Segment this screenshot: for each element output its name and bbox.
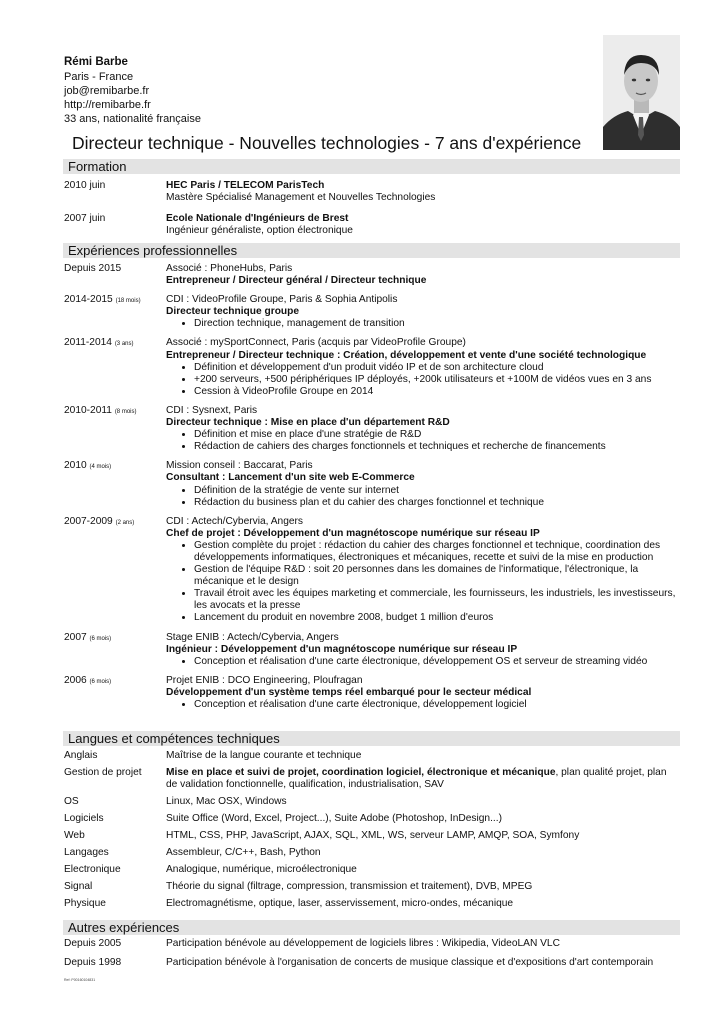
skill-label: Langages [64, 847, 109, 858]
bullet-list [166, 485, 680, 509]
entry-date [64, 516, 162, 529]
entry-body [166, 632, 680, 668]
entry-date: 2007 juin [64, 213, 106, 225]
organization: CDI : Actech/Cybervia, Angers [166, 515, 304, 527]
profile-photo [603, 35, 680, 150]
bullet-item: • Gestion complète du projet : rédaction du cahier des charges fonctionnel et technique, coordination des développements informatiques, électroniques et mécaniques, recette et suivi de la mise en production [194, 540, 680, 564]
experience-entry [63, 516, 680, 625]
skill-text: HTML, CSS, PHP, JavaScript, AJAX, SQL, XML, WS, serveur LAMP, AMQP, SOA, Symfony [166, 830, 580, 841]
experience-entry [63, 460, 680, 508]
bullet-item: • Définition et développement d'un produit vidéo IP et de son architecture cloud [194, 362, 680, 374]
other-row [63, 957, 680, 969]
bullet-list [166, 362, 680, 398]
skill-label: Signal [64, 881, 93, 892]
other-value: Participation bénévole au développement de logiciels libres : Wikipedia, VideoLAN VLC [166, 938, 560, 949]
bullet-item: • +200 serveurs, +500 périphériques IP déployés, +200k utilisateurs et +100M de vidéos vues en 3 ans [194, 374, 680, 386]
entry-date [64, 263, 162, 275]
formation-list [63, 180, 680, 237]
role: Ingénieur : Développement d'un magnétoscope numérique sur réseau IP [166, 643, 518, 655]
skill-value [166, 898, 680, 910]
skill-row [63, 750, 680, 762]
entry-body [166, 180, 680, 204]
skill-value [166, 750, 680, 762]
skills-section [63, 731, 680, 915]
bullet-item: • Travail étroit avec les équipes marketing et commerciale, les fournisseurs, les industriels, les investisseurs, les avocats et la presse [194, 588, 680, 612]
bullet-list [166, 318, 680, 330]
organization: Mission conseil : Baccarat, Paris [166, 460, 313, 472]
skill-strong: Mise en place et suivi de projet, coordination logiciel, électronique et mécanique [166, 767, 556, 778]
role: Consultant : Lancement d'un site web E-Commerce [166, 472, 415, 484]
experience-entry [63, 337, 680, 397]
skill-row [63, 767, 680, 791]
date-text: 2010-2011 [64, 404, 112, 416]
entry-date [64, 294, 162, 307]
section-title-skills: Langues et compétences techniques [63, 731, 680, 746]
website: http://remibarbe.fr [64, 99, 151, 111]
skill-label: Electronique [64, 864, 121, 875]
date-text: 2006 [64, 674, 87, 686]
role: Développement d'un système temps réel embarqué pour le secteur médical [166, 686, 532, 698]
other-value: Participation bénévole à l'organisation de concerts de musique classique et d'expositions d'art contemporain [166, 957, 654, 968]
skill-row [63, 847, 680, 859]
entry-date [64, 460, 162, 473]
duration: (4 mois) [89, 464, 112, 471]
date-text: Depuis 2015 [64, 263, 122, 274]
date-text: 2014-2015 [64, 294, 113, 306]
formation-section [63, 159, 680, 237]
organization: CDI : Sysnext, Paris [166, 404, 258, 416]
entry-body [166, 294, 680, 330]
section-title-formation: Formation [63, 159, 680, 174]
organization: Associé : mySportConnect, Paris (acquis par VideoProfile Groupe) [166, 337, 466, 349]
skill-text: Théorie du signal (filtrage, compression, transmission et traitement), DVB, MPEG [166, 881, 533, 892]
experiences-list [63, 263, 680, 711]
date-text: 2011-2014 [64, 337, 112, 349]
bullet-list [166, 699, 680, 711]
duration: (2 ans) [115, 519, 135, 526]
entry-body [166, 405, 680, 453]
role: Entrepreneur / Directeur technique : Création, développement et vente d'une société technologique [166, 349, 647, 361]
section-title-other: Autres expériences [63, 920, 680, 935]
bullet-item: • Direction technique, management de transition [194, 318, 680, 330]
duration: (18 mois) [115, 298, 141, 305]
skill-value [166, 830, 680, 842]
experience-entry [63, 263, 680, 287]
footer-ref: Ref: P00160104831 [64, 978, 96, 982]
entry-date [64, 632, 162, 645]
organization: CDI : VideoProfile Groupe, Paris & Sophia Antipolis [166, 294, 398, 306]
skill-value [166, 767, 680, 791]
bullet-item: • Rédaction du business plan et du cahier des charges fonctionnel et technique [194, 497, 680, 509]
skills-list [63, 750, 680, 910]
bullet-item: • Définition de la stratégie de vente sur internet [194, 485, 680, 497]
skill-text: Linux, Mac OSX, Windows [166, 796, 287, 807]
bullet-item: • Conception et réalisation d'une carte électronique, développement logiciel [194, 699, 680, 711]
experiences-section [63, 243, 680, 711]
age-nationality: 33 ans, nationalité française [64, 113, 201, 125]
formation-entry [63, 213, 680, 237]
entry-body [166, 675, 680, 711]
entry-body [166, 213, 680, 237]
degree: Ingénieur généraliste, option électronique [166, 225, 353, 237]
skill-value [166, 864, 680, 876]
entry-body [166, 337, 680, 397]
skill-row [63, 830, 680, 842]
organization: Stage ENIB : Actech/Cybervia, Angers [166, 631, 339, 643]
experience-entry [63, 675, 680, 711]
bullet-item: • Gestion de l'équipe R&D : soit 20 personnes dans les domaines de l'informatique, l'électronique, la mécanique et le design [194, 564, 680, 588]
candidate-name: Rémi Barbe [64, 56, 128, 68]
skill-text: Maîtrise de la langue courante et technique [166, 750, 362, 761]
skill-text: Suite Office (Word, Excel, Project...), Suite Adobe (Photoshop, InDesign...) [166, 813, 502, 824]
role: Directeur technique groupe [166, 306, 300, 318]
experience-entry [63, 294, 680, 330]
entry-body [166, 516, 680, 625]
skill-row [63, 881, 680, 893]
entry-date [64, 675, 162, 688]
role: Chef de projet : Développement d'un magnétoscope numérique sur réseau IP [166, 527, 540, 539]
identity-block [64, 55, 201, 126]
school-name: HEC Paris / TELECOM ParisTech [166, 180, 325, 191]
skill-label: OS [64, 796, 79, 807]
duration: (8 mois) [114, 408, 137, 415]
bullet-item: • Rédaction de cahiers des charges fonctionnels et techniques et recherche de financements [194, 441, 680, 453]
entry-date: 2010 juin [64, 180, 106, 191]
bullet-list [166, 656, 680, 668]
skill-text: Electromagnétisme, optique, laser, asservissement, micro-ondes, mécanique [166, 898, 514, 909]
skill-value [166, 881, 680, 893]
skill-label: Anglais [64, 750, 98, 761]
skill-row [63, 796, 680, 808]
date-text: 2010 [64, 460, 87, 472]
organization: Projet ENIB : DCO Engineering, Ploufragan [166, 674, 363, 686]
skill-text: , plan qualité projet, plan de validation fonctionnelle, qualification, industrialisation, SAV [166, 767, 667, 790]
email: job@remibarbe.fr [64, 85, 150, 97]
role: Directeur technique : Mise en place d'un département R&D [166, 417, 450, 429]
entry-date [64, 405, 162, 418]
bullet-list [166, 429, 680, 453]
entry-body [166, 263, 680, 287]
other-label: Depuis 2005 [64, 938, 122, 949]
bullet-item: • Définition et mise en place d'une stratégie de R&D [194, 429, 680, 441]
headline: Directeur technique - Nouvelles technologies - 7 ans d'expérience [72, 133, 582, 153]
other-list [63, 938, 680, 969]
bullet-item: • Conception et réalisation d'une carte électronique, développement OS et serveur de streaming vidéo [194, 656, 680, 668]
entry-body [166, 460, 680, 508]
section-title-experiences: Expériences professionnelles [63, 243, 680, 258]
skill-row [63, 898, 680, 910]
other-label: Depuis 1998 [64, 957, 122, 968]
skill-value [166, 813, 680, 825]
location: Paris - France [64, 71, 134, 83]
duration: (6 mois) [89, 678, 112, 685]
skill-value [166, 796, 680, 808]
school-name: Ecole Nationale d'Ingénieurs de Brest [166, 213, 349, 225]
organization: Associé : PhoneHubs, Paris [166, 263, 293, 274]
bullet-item: • Lancement du produit en novembre 2008, budget 1 million d'euros [194, 612, 680, 624]
skill-row [63, 864, 680, 876]
skill-label: Gestion de projet [64, 767, 142, 778]
degree: Mastère Spécialisé Management et Nouvelles Technologies [166, 192, 436, 204]
date-text: 2007 [64, 631, 87, 643]
date-text: 2007-2009 [64, 515, 113, 527]
skill-value [166, 847, 680, 859]
formation-entry [63, 180, 680, 204]
other-row [63, 938, 680, 950]
role: Entrepreneur / Directeur général / Directeur technique [166, 275, 427, 287]
skill-text: Analogique, numérique, microélectronique [166, 864, 357, 875]
duration: (3 ans) [114, 341, 134, 348]
skill-label: Web [64, 830, 85, 841]
skill-text: Assembleur, C/C++, Bash, Python [166, 847, 321, 858]
bullet-list [166, 540, 680, 625]
other-section [63, 920, 680, 976]
bullet-item: • Cession à VideoProfile Groupe en 2014 [194, 386, 680, 398]
experience-entry [63, 405, 680, 453]
entry-date [64, 337, 162, 350]
skill-label: Logiciels [64, 813, 104, 824]
duration: (6 mois) [89, 635, 112, 642]
skill-row [63, 813, 680, 825]
experience-entry [63, 632, 680, 668]
skill-label: Physique [64, 898, 106, 909]
